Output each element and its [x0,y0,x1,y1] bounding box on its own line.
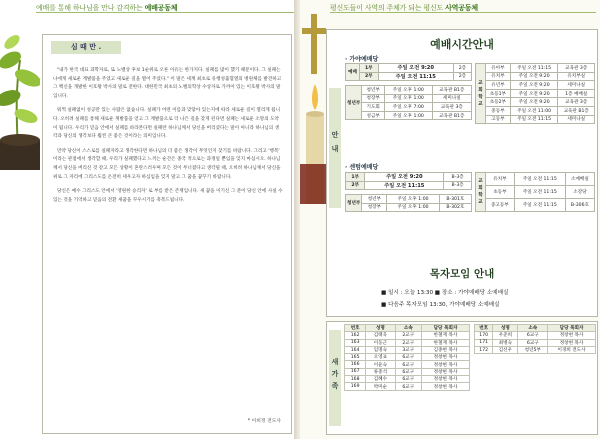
center-youth-table: 청년부 청년부 주일 오후 1:00 B-301호 청장부 주일 오후 1:00 B-302호 [345,194,472,212]
gaya-school-table: 교회학교 유아부 주일 오전 11:15 교육관 3층 유치부 주일 오전 9:20 유치부실 유년부 주일 오전 9:20 세미나실 초등1부 주일 오전 9:20 1층 예배실 초등2부 주일 오전 9:20 교육관 3층 중등부 주일 오전 11:00 교육관 B1층 고등부 주일 오전 11:15 세미나실 [475,63,595,124]
table-row: 171 최병숙 6교구 정창현 목사 [475,339,596,346]
essay-body [53,67,283,211]
center-school-table: 교회학교 유치부 주일 오전 11:15 소예배실 초등부 주일 오전 11:15 소강당 중고등부 주일 오전 11:15 B-306호 [475,172,595,212]
new-family-box [326,321,598,435]
guide-side-label: 안내 [329,88,341,208]
center-title: · 센텀예배당 [345,164,379,171]
pastor-meeting-title: 목자모임 안내 [429,268,495,280]
essay-paragraph-1: "내가 한국 대표 과학자로, 또 노벨상 후보 1순위로 오른 이유는 한가지다. 실패를 많이 했기 때문이다. 그 실패는 나에게 새로운 계발품을 주었고 새로운 길을 열어 주었다." 이 말은 세계 최초로 유행성출혈열의 병원체를 발견하고 그 백신을 개발한 이호왕 박사의 말로 전한다. 대한민국 최초의 노벨의학상 수상자로 가까이 있는 이호왕 박사의 말입니다. [53,68,282,99]
pastor-meeting-line-1: ■ 일시 : 오늘 13:30 ■ 장소 : 가야예배당 소예배실 [381,290,509,296]
gaya-worship-table: 예배 1부 주일 오전 9:20 2층 2부 주일 오전 11:15 2층 [345,63,472,81]
worship-title: 예배시간안내 [430,38,494,51]
essay-paragraph-4: 당신은 예수 그리스도 안에서 '영원한 승리자' 로 부름 받은 존재입니다. 새 꿈을 이기신 그 분이 당신 안에 사실 수 있는 것을 기억하고 믿음의 전환 새꿈을 꾸우시기를 축복드립니다. [53,189,283,203]
essay-signature: * 이희정 전도사 [247,419,281,424]
pastor-meeting-line-2: ■ 다음주 목자모임 13:30, 가야예배당 소예배실 [381,302,500,308]
table-row: 172 김선우 청년5부 이경희 전도사 [475,346,596,353]
gaya-title: · 가야예배당 [345,56,379,63]
right-header: 평신도들이 사역의 주체가 되는 평신도 사역공동체 [330,4,478,12]
plant-illustration [0,20,40,170]
table-row: 167 류중석 6교구 정창현 목사 [345,368,470,375]
left-header-line [36,12,294,13]
table-row: 168 김혜수 6교구 정창현 목사 [345,376,470,383]
table-row: 165 오영표 6교구 정창현 목사 [345,354,470,361]
center-worship-table: 1부 주일 오전 9:20 B-3층 2부 주일 오전 11:15 B-3층 [345,172,472,190]
table-row: 163 이동근 2교구 한철재 목사 [345,339,470,346]
gaya-worship-label: 예배 [346,64,360,81]
essay-paragraph-3: 만약 당신이 스스로를 실패자라고 생각한다면 하나님의 더 좋은 생각이 무엇인지 찾기를 바랍니다. 그리고 '행복' 이라는 관점에서 생각할 때, 우리가 실패했다고 느끼는 순간은 종국 적으로는 과정일 뿐임을 잊지 마십시오. 하나님께서 당신을 버리신 것 같고 모든 상황이 혼란스러우며 모든 것이 무너졌다고 생각될 때, 오히려 하나님께서 당신을 위로 그 자리에 그리스도를 온전히 세우고자 하심임을 잊지 말고 그 꿈을 꿈꾸기 바랍니다. [53,148,281,180]
worship-box [326,29,598,317]
gaya-youth-label: 청년부 [346,86,362,120]
right-header-line [330,12,596,13]
gaya-youth-table: 청년부 청년부 주일 오후 1:00 교육관 B1층 청장부 주일 오후 1:00 세미나실 기도회 주일 오후 7:00 교육관 3층 성금부 주일 오후 1:00 교육관 B1층 [345,85,472,120]
right-page [300,0,600,439]
new-family-table-left: 번호 성명 소속 담당 목회자 162 김태욱 2교구 한철재 목사 163 이동근 2교구 한철재 목사 164 임명숙 3교구 김종현 목사 165 오영표 6교구 정창현 목사 166 이윤숙 6교구 정창현 목사 167 류중석 6교구 정창현 목사 168 김혜수 6교구 정창현 목사 169 박미순 6교구 정창현 목사 [344,324,470,391]
table-row: 164 임명숙 3교구 김종현 목사 [345,346,470,353]
table-row: 162 김태욱 2교구 한철재 목사 [345,332,470,339]
new-family-label: 새가족 [329,330,341,426]
new-family-table-right: 번호 성명 소속 담당 목회자 170 우준희 6교구 정창현 목사 171 최병숙 6교구 정창현 목사 172 김선우 청년5부 이경희 전도사 [474,324,596,354]
table-row: 169 박미순 6교구 정창현 목사 [345,383,470,390]
center-youth-label: 청년부 [346,195,362,212]
left-header: 예배를 통해 하나님을 만나 감격하는 예배공동체 [36,4,178,12]
essay-title: 심 때 만 . [51,41,121,54]
table-row: 166 이윤숙 6교구 정창현 목사 [345,361,470,368]
gaya-school-label: 교회학교 [476,64,486,124]
center-school-label: 교회학교 [476,173,486,212]
table-row: 170 우준희 6교구 정창현 목사 [475,332,596,339]
essay-paragraph-2: 워쩍 실패없이 성공만 있는 사람은 없습니다. 실패가 어떤 이름과 맞닿아 있는지에 따라 새로운 길이 열리게 됩니다. 오히려 실패를 통해 새로운 계발품을 얻고 그 계발품으로 더 나은 길을 찾게 된다면 실패는 새로운 소망의 도약이 됩니다. 우리가 믿음 안에서 실패를 바라본다면 실패란 하나님께서 당신을 버리셨다는 말이 아니라 하나님의 생각과 당신의 생각보다 훨씬 큰 좋은 것이라는 의미입니다. [53,108,281,140]
essay-box [42,34,292,434]
